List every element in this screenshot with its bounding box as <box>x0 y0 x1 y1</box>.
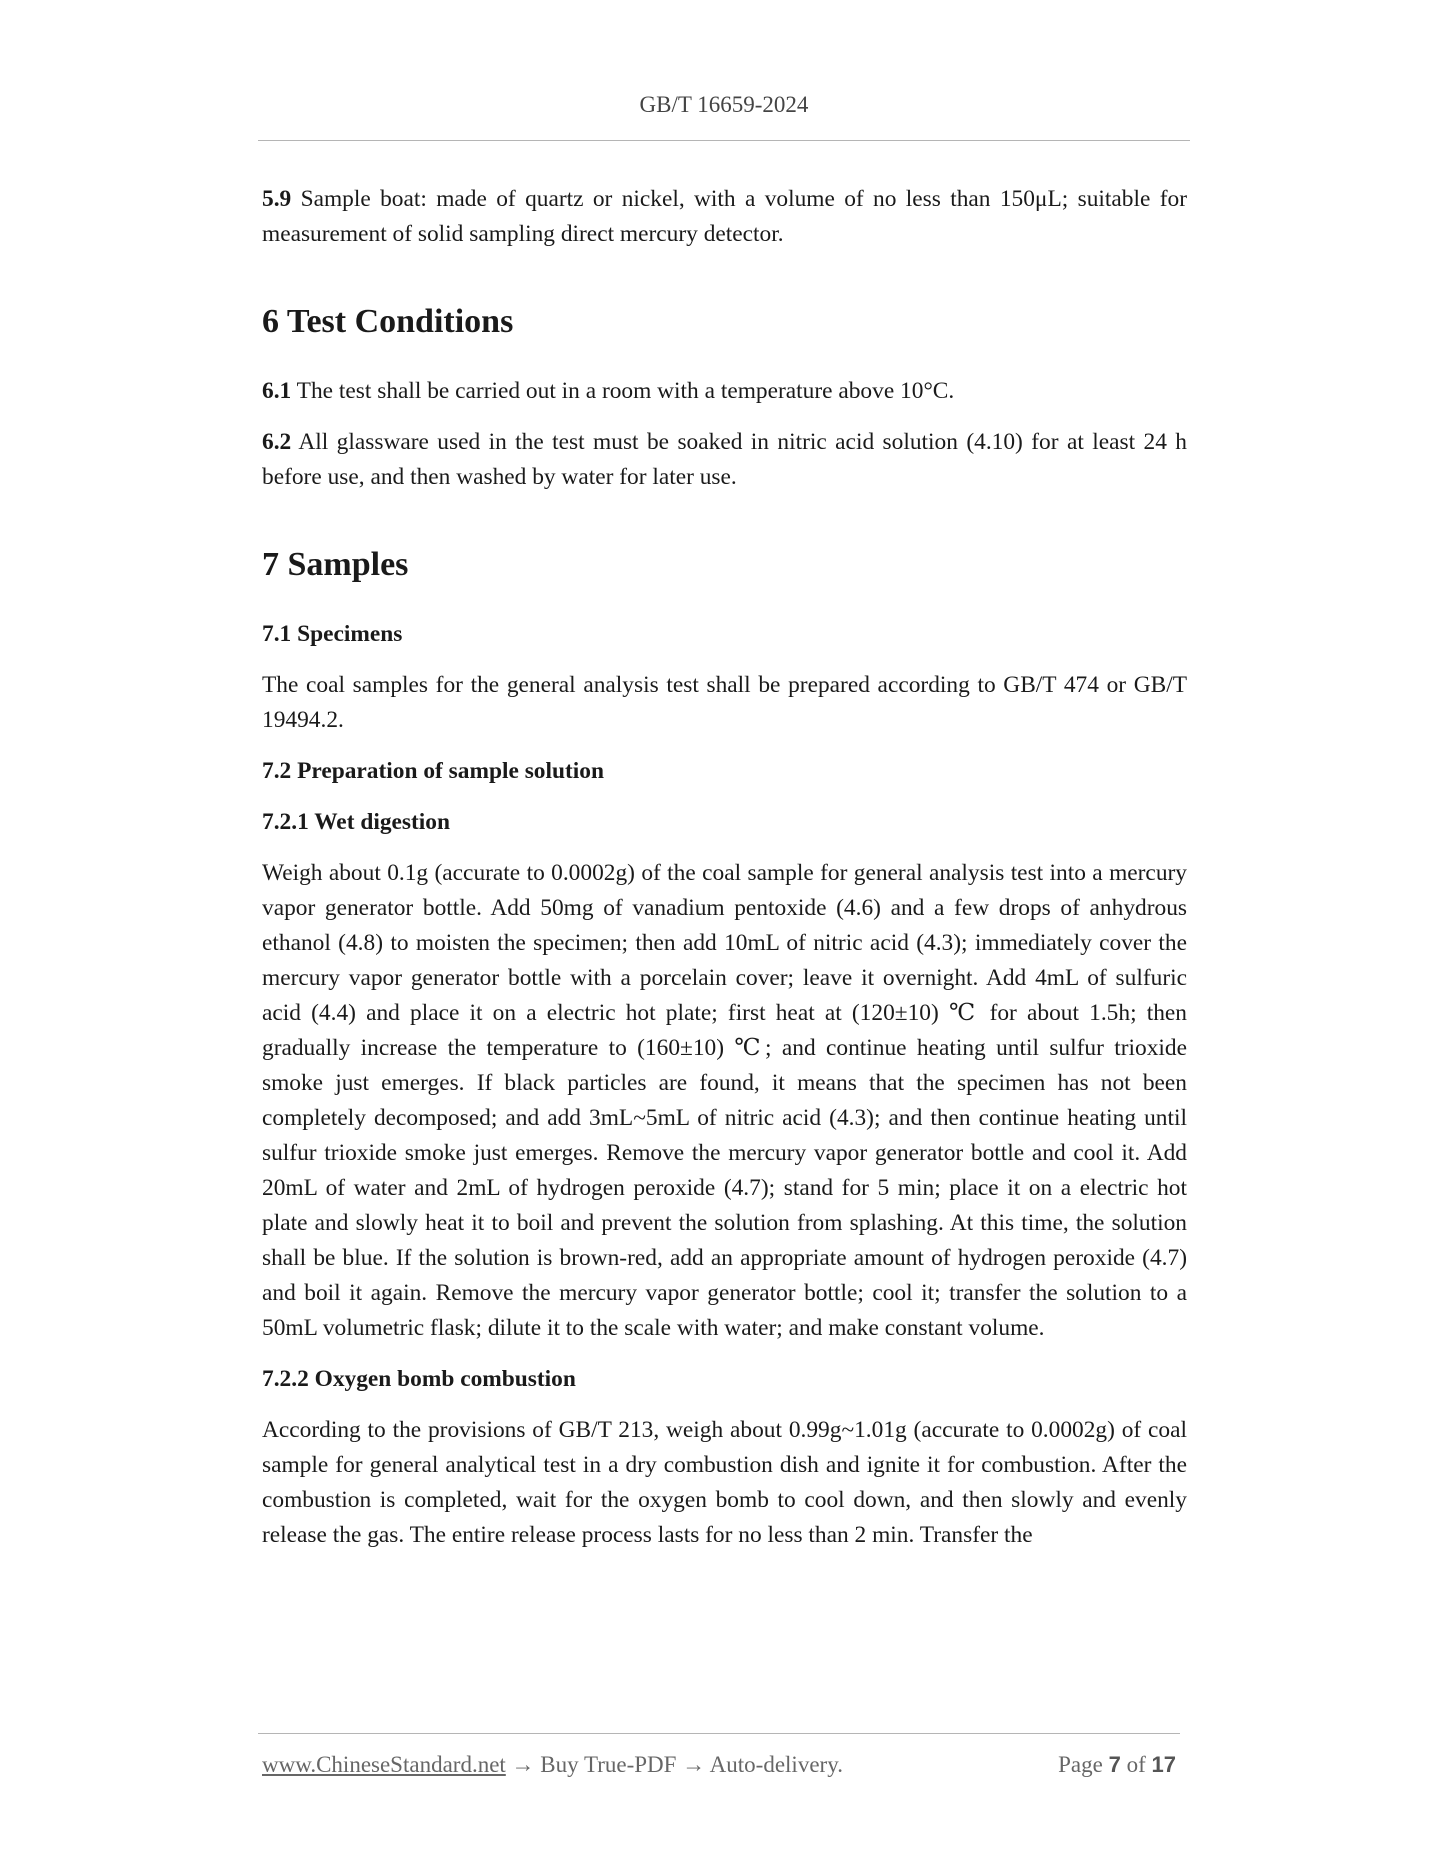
header-divider <box>258 140 1190 141</box>
delivery-text: Auto-delivery. <box>709 1752 843 1777</box>
heading-preparation: 7.2 Preparation of sample solution <box>262 758 604 784</box>
clause-text: The test shall be carried out in a room with a temperature above 10°C. <box>291 378 955 404</box>
page-of: of <box>1126 1752 1146 1777</box>
buy-pdf-text: Buy True-PDF <box>540 1752 677 1777</box>
heading-specimens: 7.1 Specimens <box>262 621 403 647</box>
heading-samples: 7 Samples <box>262 546 409 583</box>
heading-wet-digestion: 7.2.1 Wet digestion <box>262 809 451 835</box>
page-indicator <box>1058 1752 1176 1778</box>
page-current: 7 <box>1108 1752 1121 1777</box>
footer-left <box>262 1752 843 1778</box>
clause-5-9 <box>262 182 1187 252</box>
clause-number: 6.2 <box>262 429 292 455</box>
footer-divider <box>258 1733 1180 1734</box>
clause-6-1 <box>262 374 1187 409</box>
arrow-right-icon: → <box>511 1752 535 1777</box>
paragraph-specimens: The coal samples for the general analysis test shall be prepared according to GB/T 474 or GB/T 19494.2. <box>262 672 1187 733</box>
document-body <box>262 182 1187 1553</box>
clause-6-2 <box>262 425 1187 495</box>
clause-text: All glassware used in the test must be soaked in nitric acid solution (4.10) for at least 24 h before use, and then washed by water for later use. <box>262 429 1187 490</box>
page-header: GB/T 16659-2024 <box>639 92 809 117</box>
paragraph-wet-digestion: Weigh about 0.1g (accurate to 0.0002g) of the coal sample for general analysis test into a mercury vapor generator bottle. Add 50mg of vanadium pentoxide (4.6) and a few drops of anhydrous ethanol (4.8) to moisten the specimen; then add 10mL of nitric acid (4.3); immediately cover the mercury vapor generator bottle with a porcelain cover; leave it overnight. Add 4mL of sulfuric acid (4.4) and place it on a electric hot plate; first heat at (120±10) ℃ for about 1.5h; then gradually increase the temperature to (160±10) ℃; and continue heating until sulfur trioxide smoke just emerges. If black particles are found, it means that the specimen has not been completely decomposed; and add 3mL~5mL of nitric acid (4.3); and then continue heating until sulfur trioxide smoke just emerges. Remove the mercury vapor generator bottle and cool it. Add 20mL of water and 2mL of hydrogen peroxide (4.7); stand for 5 min; place it on a electric hot plate and slowly heat it to boil and prevent the solution from splashing. At this time, the solution shall be blue. If the solution is brown-red, add an appropriate amount of hydrogen peroxide (4.7) and boil it again. Remove the mercury vapor generator bottle; cool it; transfer the solution to a 50mL volumetric flask; dilute it to the scale with water; and make constant volume. <box>262 860 1187 1341</box>
clause-number: 6.1 <box>262 378 292 404</box>
clause-number: 5.9 <box>262 186 292 212</box>
heading-oxygen-bomb: 7.2.2 Oxygen bomb combustion <box>262 1366 576 1392</box>
clause-text: Sample boat: made of quartz or nickel, with a volume of no less than 150μL; suitable for measurement of solid sampling direct mercury detector. <box>262 186 1187 247</box>
heading-test-conditions: 6 Test Conditions <box>262 303 514 340</box>
paragraph-oxygen-bomb: According to the provisions of GB/T 213, weigh about 0.99g~1.01g (accurate to 0.0002g) of coal sample for general analytical test in a dry combustion dish and ignite it for combustion. After the combustion is completed, wait for the oxygen bomb to cool down, and then slowly and evenly release the gas. The entire release process lasts for no less than 2 min. Transfer the <box>262 1417 1187 1548</box>
website-link[interactable]: www.ChineseStandard.net <box>262 1752 506 1777</box>
arrow-right-icon: → <box>682 1752 706 1777</box>
page-total: 17 <box>1151 1752 1176 1777</box>
page-label: Page <box>1058 1752 1103 1777</box>
